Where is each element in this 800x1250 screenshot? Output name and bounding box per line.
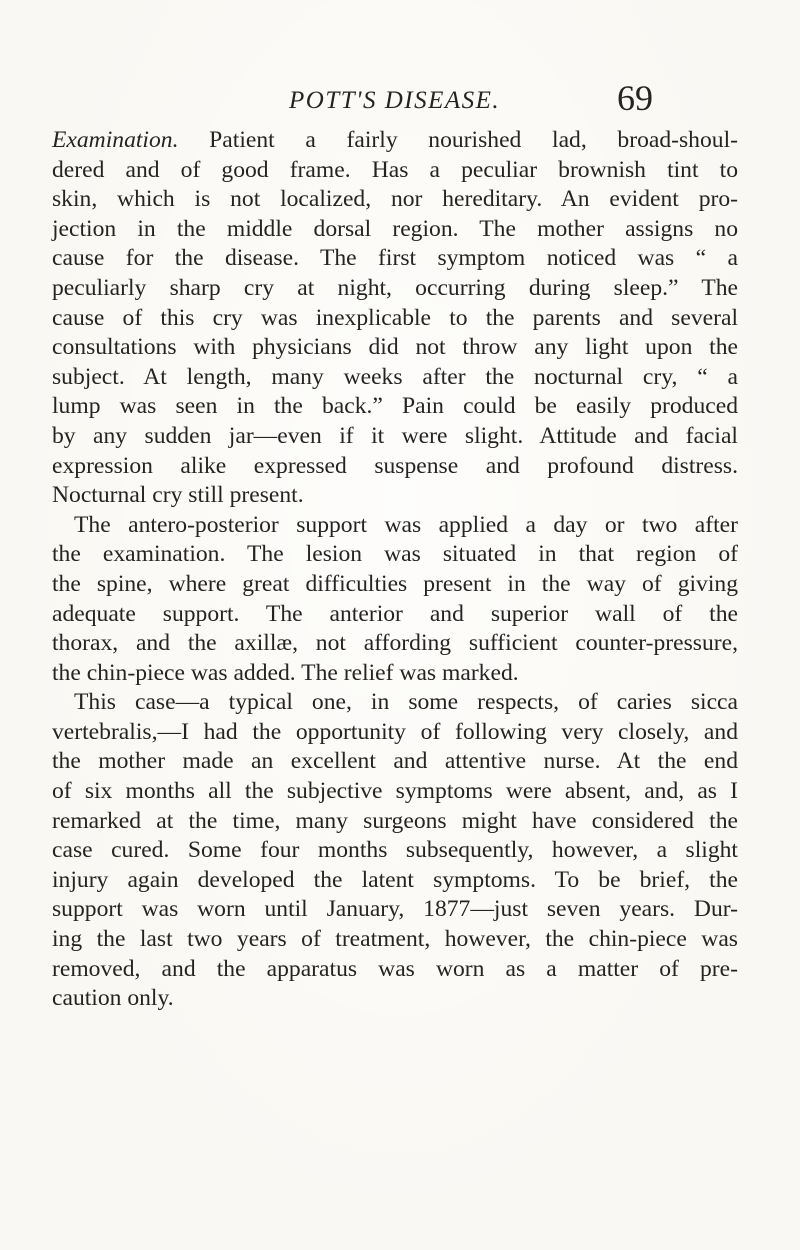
text-line-content: Patient a fairly nourished lad, broad-shoul- [178,127,738,153]
running-head [0,78,800,124]
section-lead: Examination. [52,127,179,153]
text-line: dered and of good frame. Has a peculiar brownish tint to [52,156,738,183]
text-line: cause for the disease. The first symptom noticed was “ a [52,245,738,272]
text-line: the chin-piece was added. The relief was marked. [52,659,519,686]
text-line: thorax, and the axillæ, not affording sufficient counter-pressure, [52,630,738,657]
text-line: Nocturnal cry still present. [52,482,304,509]
text-line: lump was seen in the back.” Pain could be easily produced [52,393,738,420]
text-line: vertebralis,—I had the opportunity of following very closely, and [52,718,738,745]
text-line: The antero-posterior support was applied a day or two after [74,511,738,538]
text-line [52,126,738,156]
text-line: This case—a typical one, in some respects, of caries sicca [74,689,738,716]
text-line: case cured. Some four months subsequently, however, a slight [52,837,738,864]
text-line: support was worn until January, 1877—just seven years. Dur- [52,896,738,923]
text-line: consultations with physicians did not throw any light upon the [52,334,738,361]
text-line: removed, and the apparatus was worn as a matter of pre- [52,955,738,982]
text-line: caution only. [52,985,174,1012]
text-line: peculiarly sharp cry at night, occurring during sleep.” The [52,274,738,301]
text-line: cause of this cry was inexplicable to the parents and several [52,304,738,331]
text-line: the spine, where great difficulties present in the way of giving [52,570,738,597]
text-line: remarked at the time, many surgeons might have considered the [52,807,738,834]
body-text [52,126,738,1014]
text-line: by any sudden jar—even if it were slight. Attitude and facial [52,422,738,449]
text-line: of six months all the subjective symptoms were absent, and, as I [52,778,738,805]
text-line: the mother made an excellent and attentive nurse. At the end [52,748,738,775]
page-number: 69 [617,78,653,118]
text-line: injury again developed the latent symptoms. To be brief, the [52,866,738,893]
text-line: ing the last two years of treatment, however, the chin-piece was [52,926,738,953]
text-line: adequate support. The anterior and superior wall of the [52,600,738,627]
text-line: skin, which is not localized, nor hereditary. An evident pro- [52,186,738,213]
text-line: expression alike expressed suspense and profound distress. [52,452,738,479]
text-line: the examination. The lesion was situated in that region of [52,541,738,568]
running-title: POTT'S DISEASE. [289,87,501,114]
text-line: subject. At length, many weeks after the nocturnal cry, “ a [52,363,738,390]
text-line: jection in the middle dorsal region. The mother assigns no [52,215,738,242]
